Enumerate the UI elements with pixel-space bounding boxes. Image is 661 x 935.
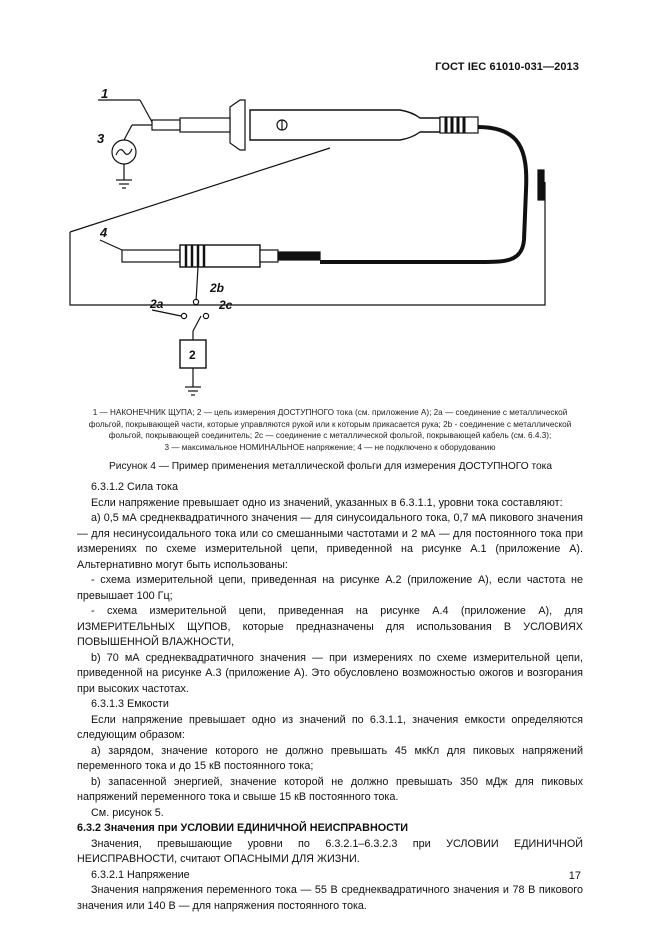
- paragraph: b) запасенной энергией, значение которой не должно превышать 350 мДж для пиковых напряжений переменного тока и свыше 15 кВ постоянного тока.: [77, 775, 583, 803]
- circuit-wire-top: [70, 148, 330, 232]
- circuit-wire: [70, 182, 545, 305]
- label-2b: 2b: [210, 281, 225, 295]
- switch-arm: [193, 316, 201, 331]
- finger-guard: [230, 100, 245, 150]
- caption-line: 3 — максимальное НОМИНАЛЬНОЕ напряжение; 4 — не подключено к оборудованию: [164, 442, 496, 452]
- probe-cable: [320, 127, 526, 262]
- paragraph: - схема измерительной цепи, приведенная на рисунке А.4 (приложение А), для ИЗМЕРИТЕЛЬНЫХ ЩУПОВ, которые предназначены для использования В УСЛОВИЯХ ПОВЫШЕННОЙ ВЛАЖНОСТИ,: [77, 605, 583, 648]
- label-2a: 2a: [150, 297, 164, 311]
- document-header: ГОСТ IEC 61010-031—2013: [435, 61, 579, 73]
- figure-title: Рисунок 4 — Пример применения металлической фольги для измерения ДОСТУПНОГО тока: [108, 461, 553, 472]
- paragraph: a) зарядом, значение которого не должно превышать 45 мкКл для пиковых напряжений переменного тока и до 15 кВ постоянного тока;: [77, 744, 583, 772]
- terminal-2b: [193, 299, 198, 304]
- label-2c: 2c: [219, 298, 233, 312]
- caption-line: 1 — НАКОНЕЧНИК ЩУПА; 2 — цепь измерения ДОСТУПНОГО тока (см. приложение А); 2a — соединение с металлической: [92, 408, 568, 417]
- label-4: 4: [100, 225, 108, 240]
- paragraph: Если напряжение превышает одно из значений по 6.3.1.1, значения емкости определяются следующим образом:: [77, 713, 583, 741]
- connector-plug: [122, 250, 180, 262]
- paragraph: Если напряжение превышает одно из значений, указанных в 6.3.1.1, уровни тока составляют:: [91, 496, 563, 509]
- paragraph: Значения напряжения переменного тока — 55 В среднеквадратичного значения и 78 В пикового значения или 140 В — для напряжения постоянного тока.: [77, 884, 583, 912]
- label-1: 1: [101, 86, 109, 101]
- paragraph: Значения, превышающие уровни по 6.3.2.1–6.3.2.3 при УСЛОВИИ ЕДИНИЧНОЙ НЕИСПРАВНОСТИ, считают ОПАСНЫМИ ДЛЯ ЖИЗНИ.: [77, 837, 583, 865]
- label-2: 2: [189, 348, 196, 362]
- page-number: 17: [568, 870, 581, 882]
- paragraph: b) 70 мА среднеквадратичного значения — при измерениях по схеме измерительной цепи, приведенной на рисунке А.3 (приложение А). Это обусловлено возможностью ожогов и возгорания при высоких частотах.: [77, 651, 583, 695]
- figure-caption: [70, 407, 590, 453]
- cable-foil: [538, 170, 544, 200]
- paragraph: 6.3.1.2 Сила тока: [91, 481, 178, 493]
- probe-tip-sleeve: [152, 120, 180, 130]
- paragraph: 6.3.1.3 Емкости: [91, 698, 169, 710]
- probe-shaft: [180, 118, 230, 132]
- paragraph: - схема измерительной цепи, приведенная на рисунке А.2 (приложение А), если частота не превышает 100 Гц;: [77, 574, 583, 602]
- connection-2b: [196, 267, 198, 302]
- body-text: [77, 480, 583, 914]
- paragraph: 6.3.2.1 Напряжение: [91, 868, 190, 881]
- label-3: 3: [97, 131, 105, 146]
- caption-line: фольгой, покрывающей части, которые управляются рукой или к которым прикасается рука; 2b - соединение с металлической: [88, 419, 572, 429]
- section-heading: 6.3.2 Значения при УСЛОВИИ ЕДИНИЧНОЙ НЕИСПРАВНОСТИ: [77, 822, 409, 834]
- terminal-2c: [203, 313, 208, 318]
- caption-line: фольгой, покрывающей соединитель; 2c — соединение с металлической фольгой, покрывающей кабель (см. 6.4.3);: [108, 431, 552, 440]
- terminal-2a: [181, 313, 186, 318]
- paragraph: См. рисунок 5.: [91, 806, 164, 819]
- paragraph: a) 0,5 мА среднеквадратичного значения — для синусоидального тока, 0,7 мА пикового значения — для несинусоидального тока или со смешанными частотами и 2 мА — для постоянного тока при измерениях по схеме измерительной цепи, приведенной на рисунке А.1 (приложение А). Альтернативно могут быть использованы:: [77, 512, 583, 571]
